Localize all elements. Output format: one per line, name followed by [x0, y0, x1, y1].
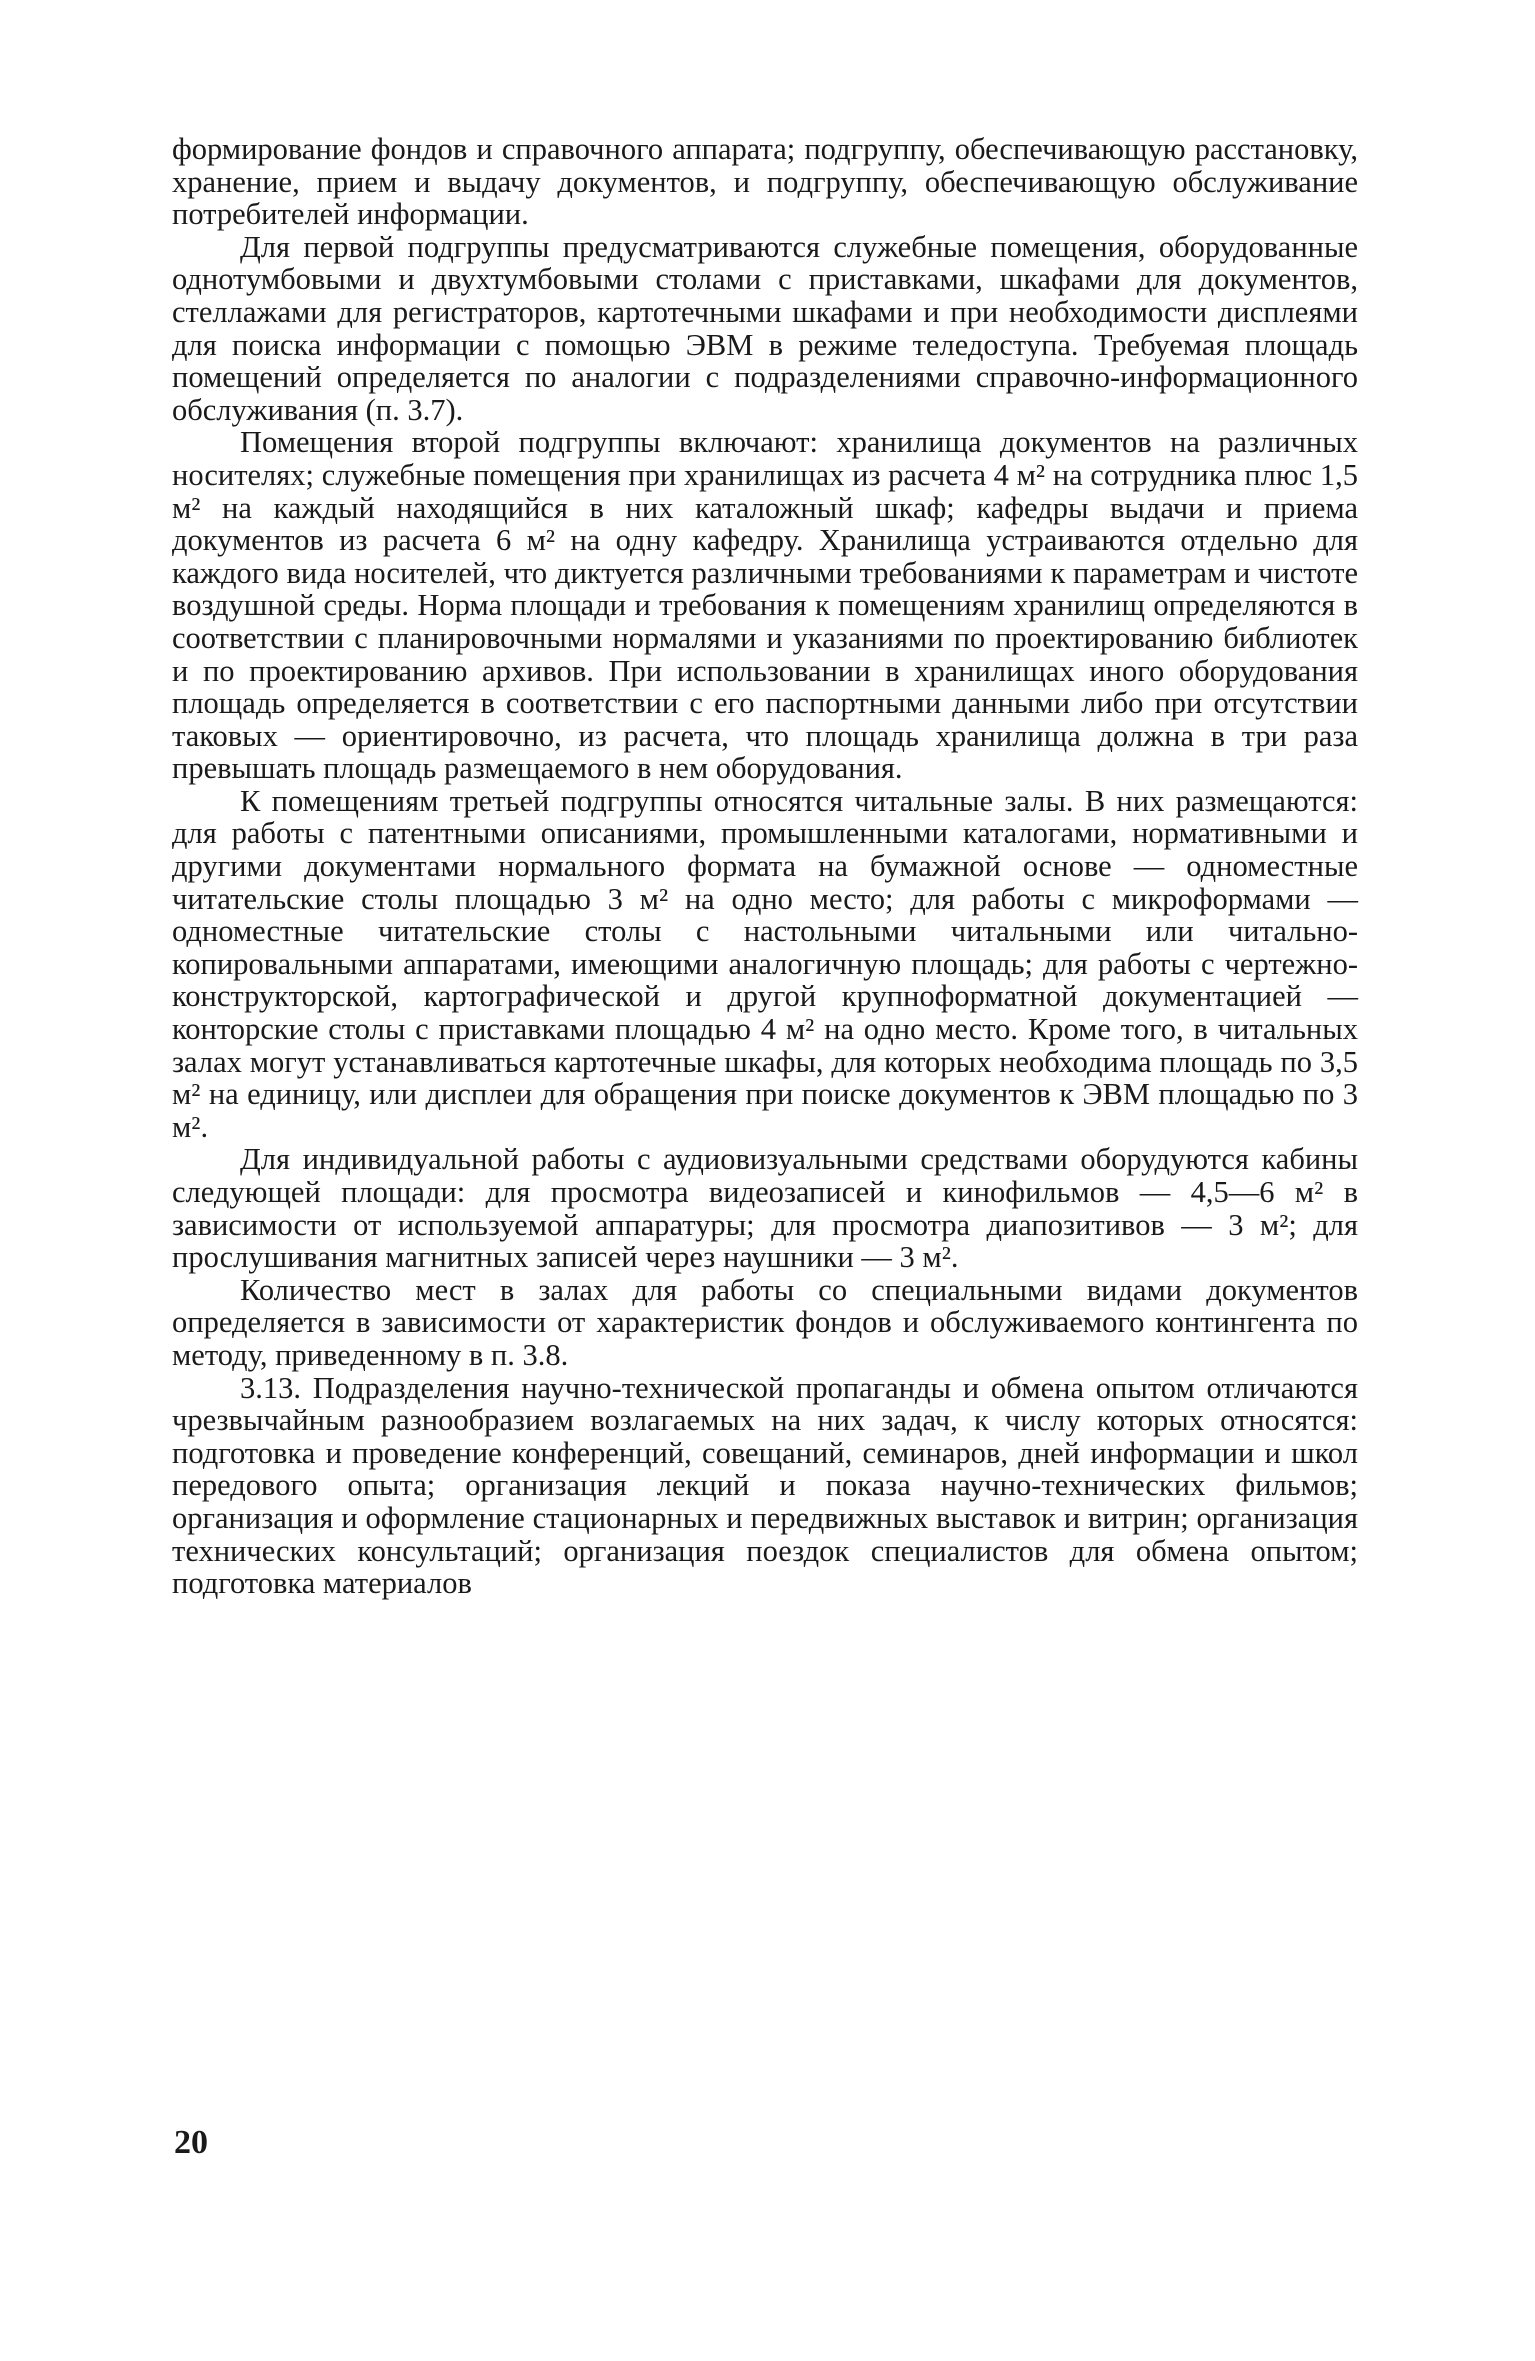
paragraph-section-3-13: 3.13. Подразделения научно-технической пропаганды и обмена опытом отличаются чрезвычайным разнообразием возлагаемых на них задач, к числу которых относятся: подготовка и проведение конференций, совещаний, семинаров, дней информации и школ передового опыта; организация лекций и показа научно-технических фильмов; организация и оформление стационарных и передвижных выставок и витрин; организация технических консультаций; организация поездок специалистов для обмена опытом; подготовка материалов — [172, 1370, 1358, 1601]
paragraph-seat-count: Количество мест в залах для работы со специальными видами документов определяется в зависимости от характеристик фондов и обслуживаемого контингента по методу, приведенному в п. 3.8. — [172, 1272, 1358, 1372]
paragraph-continuation: формирование фондов и справочного аппарата; подгруппу, обеспечивающую расстановку, хранение, прием и выдачу документов, и подгруппу, обеспечивающую обслуживание потребителей информации. — [172, 132, 1358, 232]
paragraph-first-subgroup: Для первой подгруппы предусматриваются служебные помещения, оборудованные однотумбовыми и двухтумбовыми столами с приставками, шкафами для документов, стеллажами для регистраторов, картотечными шкафами и при необходимости дисплеями для поиска информации с помощью ЭВМ в режиме теледоступа. Требуемая площадь помещений определяется по аналогии с подразделениями справочно-информационного обслуживания (п. 3.7). — [172, 229, 1358, 427]
paragraph-second-subgroup: Помещения второй подгруппы включают: хранилища документов на различных носителях; служебные помещения при хранилищах из расчета 4 м² на сотрудника плюс 1,5 м² на каждый находящийся в них каталожный шкаф; кафедры выдачи и приема документов из расчета 6 м² на одну кафедру. Хранилища устраиваются отдельно для каждого вида носителей, что диктуется различными требованиями к параметрам и чистоте воздушной среды. Норма площади и требования к помещениям хранилищ определяются в соответствии с планировочными нормалями и указаниями по проектированию библиотек и по проектированию архивов. При использовании в хранилищах иного оборудования площадь определяется в соответствии с его паспортными данными либо при отсутствии таковых — ориентировочно, из расчета, что площадь хранилища должна в три раза превышать площадь размещаемого в нем оборудования. — [172, 425, 1358, 786]
page-number: 20 — [174, 2124, 208, 2161]
paragraph-audiovisual: Для индивидуальной работы с аудиовизуальными средствами оборудуются кабины следующей площади: для просмотра видеозаписей и кинофильмов — 4,5—6 м² в зависимости от используемой аппаратуры; для просмотра диапозитивов — 3 м²; для прослушивания магнитных записей через наушники — 3 м². — [172, 1142, 1358, 1275]
paragraph-third-subgroup: К помещениям третьей подгруппы относятся читальные залы. В них размещаются: для работы с патентными описаниями, промышленными каталогами, нормативными и другими документами нормального формата на бумажной основе — одноместные читательские столы площадью 3 м² на одно место; для работы с микроформами — одноместные читательские столы с настольными читальными или читально-копировальными аппаратами, имеющими аналогичную площадь; для работы с чертежно-конструкторской, картографической и другой крупноформатной документацией — конторские столы с приставками площадью 4 м² на одно место. Кроме того, в читальных залах могут устанавливаться картотечные шкафы, для которых необходима площадь по 3,5 м² на единицу, или дисплеи для обращения при поиске документов к ЭВМ площадью по 3 м². — [172, 783, 1358, 1144]
body-text — [172, 133, 1358, 1600]
